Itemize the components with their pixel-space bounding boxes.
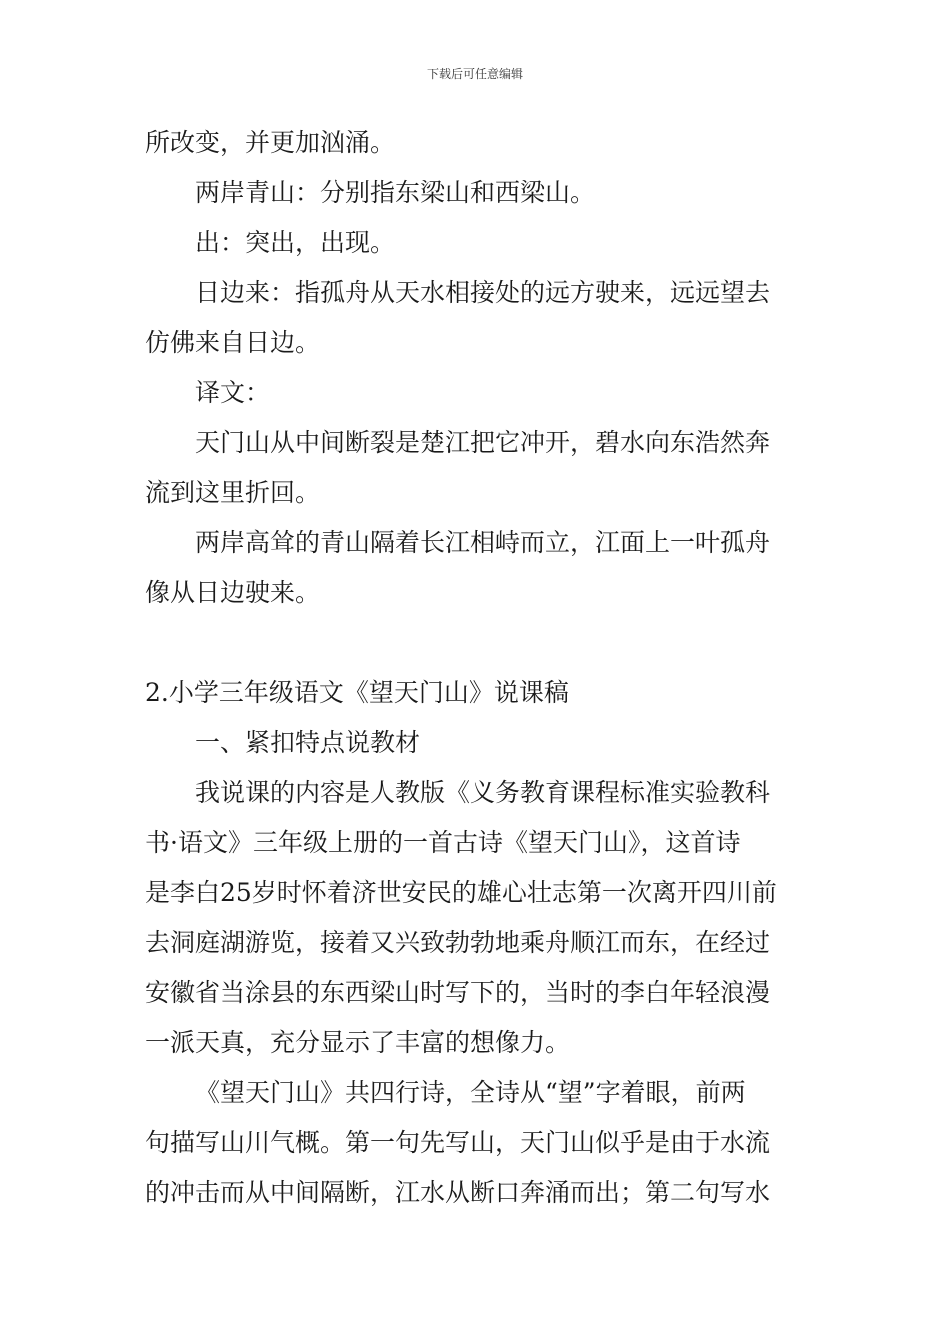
paragraph-line: 译文： bbox=[195, 378, 271, 407]
section-gap bbox=[145, 628, 810, 678]
paragraph-line: 流到这里折回。 bbox=[145, 478, 321, 507]
paragraph-line: 安徽省当涂县的东西梁山时写下的，当时的李白年轻浪漫 bbox=[145, 978, 771, 1007]
paragraph-line: 天门山从中间断裂是楚江把它冲开，碧水向东浩然奔 bbox=[195, 428, 771, 457]
paragraph-line: 两岸青山：分别指东梁山和西梁山。 bbox=[195, 178, 596, 207]
paragraph-line: 去洞庭湖游览，接着又兴致勃勃地乘舟顺江而东，在经过 bbox=[145, 928, 771, 957]
paragraph-line: 《望天门山》共四行诗，全诗从“望”字着眼，前两 bbox=[195, 1078, 746, 1107]
paragraph-line: 一派天真，充分显示了丰富的想像力。 bbox=[145, 1028, 571, 1057]
paragraph-line: 日边来：指孤舟从天水相接处的远方驶来，远远望去 bbox=[195, 278, 771, 307]
paragraph-line: 所改变，并更加汹涌。 bbox=[145, 128, 396, 157]
paragraph-line: 是李白25岁时怀着济世安民的雄心壮志第一次离开四川前 bbox=[145, 878, 777, 907]
paragraph-line: 我说课的内容是人教版《义务教育课程标准实验教科 bbox=[195, 778, 771, 807]
page-header-note: 下载后可任意编辑 bbox=[426, 67, 523, 81]
paragraph-line: 的冲击而从中间隔断，江水从断口奔涌而出；第二句写水 bbox=[145, 1178, 771, 1207]
paragraph-line: 仿佛来自日边。 bbox=[145, 328, 321, 357]
paragraph-line: 句描写山川气概。第一句先写山，天门山似乎是由于水流 bbox=[145, 1128, 771, 1157]
subsection-heading: 一、紧扣特点说教材 bbox=[195, 728, 421, 757]
paragraph-line: 书·语文》三年级上册的一首古诗《望天门山》，这首诗 bbox=[145, 828, 741, 857]
section-heading: 2.小学三年级语文《望天门山》说课稿 bbox=[145, 678, 569, 707]
document-body bbox=[145, 128, 810, 1228]
paragraph-line: 两岸高耸的青山隔着长江相峙而立，江面上一叶孤舟 bbox=[195, 528, 771, 557]
paragraph-line: 出：突出，出现。 bbox=[195, 228, 396, 257]
paragraph-line: 像从日边驶来。 bbox=[145, 578, 321, 607]
